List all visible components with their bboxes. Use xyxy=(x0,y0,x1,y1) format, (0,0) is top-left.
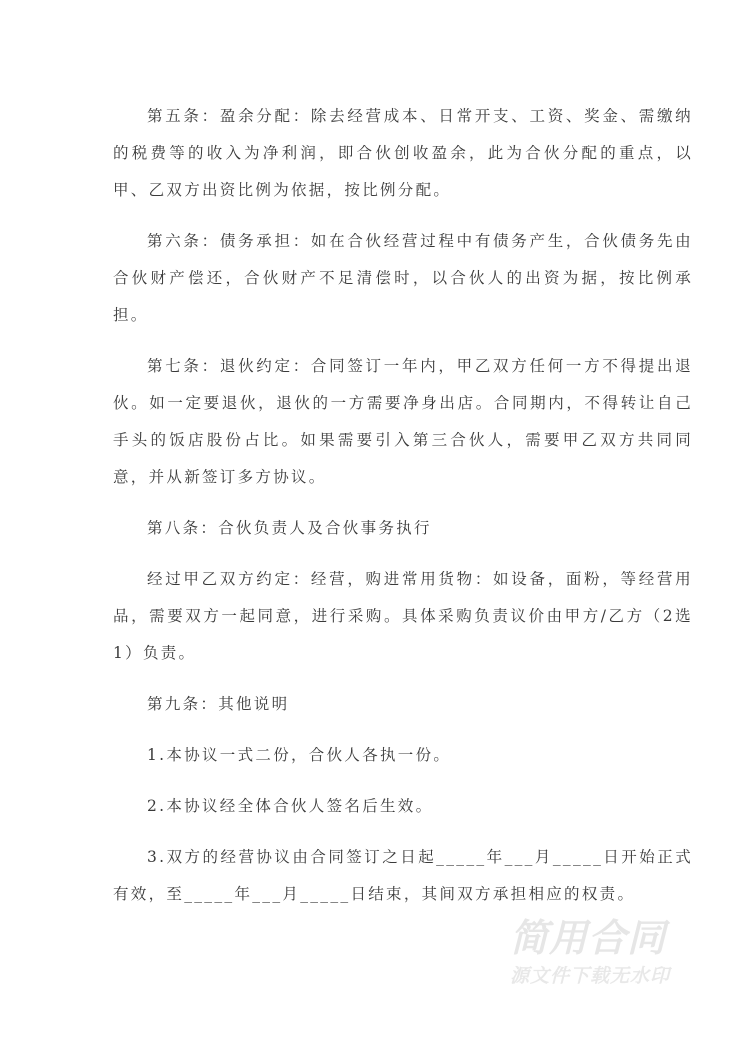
article-9-item-1: 1.本协议一式二份，合伙人各执一份。 xyxy=(147,746,452,764)
watermark-subtitle: 源文件下载无水印 xyxy=(510,965,671,987)
article-5-paragraph: 第五条：盈余分配：除去经营成本、日常开支、工资、奖金、需缴纳的税费等的收入为净利润，即合伙创收盈余，此为合伙分配的重点，以甲、乙双方出资比例为依据，按比例分配。 xyxy=(113,107,693,199)
article-6-paragraph: 第六条：债务承担：如在合伙经营过程中有债务产生，合伙债务先由合伙财产偿还，合伙财产不足清偿时，以合伙人的出资为据，按比例承担。 xyxy=(113,232,693,324)
watermark xyxy=(510,915,710,991)
article-8-heading: 第八条：合伙负责人及合伙事务执行 xyxy=(147,519,432,537)
article-7-paragraph: 第七条：退伙约定：合同签订一年内，甲乙双方任何一方不得提出退伙。如一定要退伙，退伙的一方需要净身出店。合同期内，不得转让自己手头的饭店股份占比。如果需要引入第三合伙人，需要甲乙双方共同同意，并从新签订多方协议。 xyxy=(113,357,693,486)
article-9-heading: 第九条：其他说明 xyxy=(147,695,290,713)
article-9-item-3: 3.双方的经营协议由合同签订之日起_____年___月_____日开始正式有效，至_____年___月_____日结束，其间双方承担相应的权责。 xyxy=(113,848,693,903)
document-page xyxy=(113,98,693,927)
watermark-brand: 简用合同 xyxy=(510,916,667,960)
article-8-paragraph: 经过甲乙双方约定：经营，购进常用货物：如设备，面粉，等经营用品，需要双方一起同意，进行采购。具体采购负责议价由甲方/乙方（2选1）负责。 xyxy=(113,570,693,662)
article-9-item-2: 2.本协议经全体合伙人签名后生效。 xyxy=(147,797,434,815)
